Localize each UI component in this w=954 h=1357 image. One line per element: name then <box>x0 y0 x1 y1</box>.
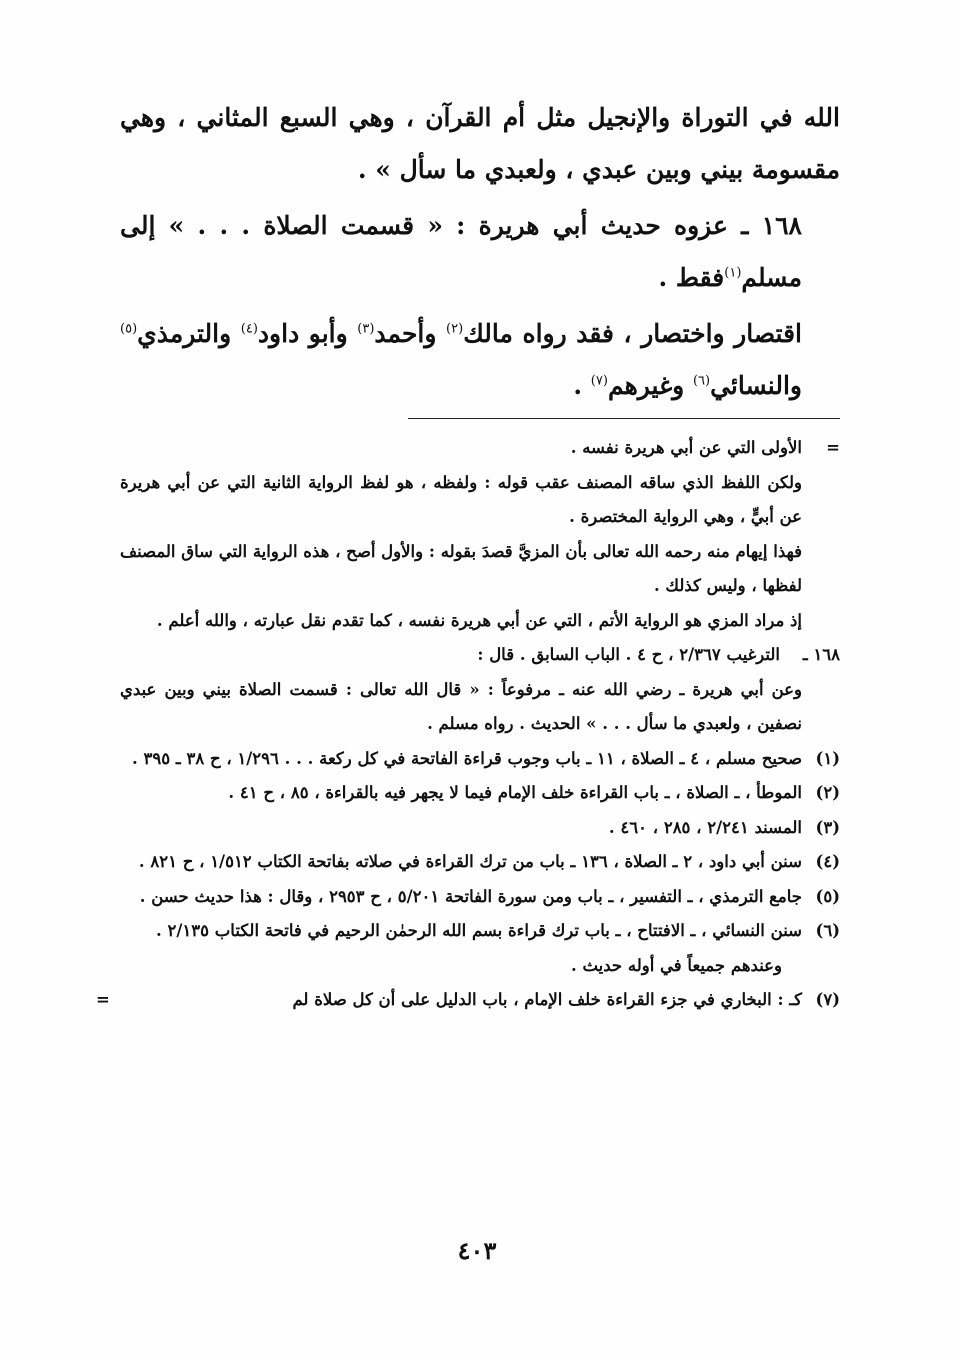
page-body <box>96 92 840 1018</box>
p3-b: وأحمد <box>374 319 447 348</box>
footnote-7-continues-mark: = <box>96 990 110 1009</box>
note-168-number: ١٦٨ ـ <box>802 645 840 664</box>
continuation-mark: = <box>826 438 840 457</box>
footnote-ref-6: (٦) <box>692 373 711 389</box>
footnote-6-number: (٦) <box>815 921 840 940</box>
p3-c: وأبو داود <box>257 319 358 348</box>
main-text <box>120 92 840 412</box>
p3-e: والنسائي <box>710 371 802 400</box>
note-text-1: ولكن اللفظ الذي ساقه المصنف عقب قوله : ولفظه ، هو لفظ الرواية الثانية التي عن أبي هريرة عن أبيٍّ ، وهي الرواية المختصرة . <box>120 472 802 526</box>
footnote-2 <box>120 776 840 811</box>
footnote-ref-1: (١) <box>724 265 742 281</box>
note-text-0: الأولى التي عن أبي هريرة نفسه . <box>570 438 802 457</box>
footnote-6-extra <box>120 949 840 984</box>
footnote-6 <box>120 914 840 949</box>
footnote-3-number: (٣) <box>815 817 840 837</box>
footnote-4-number: (٤) <box>815 852 840 871</box>
footnote-5-number: (٥) <box>815 886 840 906</box>
note-168 <box>120 638 840 673</box>
main-paragraph-1: الله في التوراة والإنجيل مثل أم القرآن ، وهي السبع المثاني ، وهي مقسومة بيني وبين عبدي ، ولعبدي ما سأل » . <box>120 103 840 184</box>
footnote-6-text: سنن النسائي ، ـ الافتتاح ، ـ باب ترك قراءة بسم الله الرحمٰن الرحيم في فاتحة الكتاب ٢/١٣٥ . <box>156 921 802 940</box>
footnote-5-text: جامع الترمذي ، ـ التفسير ، ـ باب ومن سورة الفاتحة ٥/٢٠١ ، ح ٢٩٥٣ ، وقال : هذا حديث حسن . <box>139 886 802 906</box>
p2-tail: فقط . <box>658 263 725 292</box>
note-para-3 <box>120 604 840 639</box>
footnote-ref-4: (٤) <box>240 321 258 337</box>
footnotes <box>96 431 840 1018</box>
footnote-ref-2: (٢) <box>446 321 464 337</box>
footnote-3 <box>120 811 840 846</box>
page-number: ٤٠٣ <box>457 1236 497 1265</box>
footnote-2-text: الموطأ ، ـ الصلاة ، ـ باب القراءة خلف الإمام فيما لا يجهر فيه بالقراءة ، ٨٥ ، ح ٤١ . <box>228 783 802 802</box>
footnote-4 <box>120 845 840 880</box>
footnote-ref-3: (٣) <box>357 321 375 337</box>
note-text-3: إذ مراد المزي هو الرواية الأتم ، التي عن أبي هريرة نفسه ، كما تقدم نقل عبارته ، والله أعلم . <box>156 610 802 630</box>
note-para-2 <box>120 535 840 604</box>
note-text-2: فهذا إيهام منه رحمه الله تعالى بأن المزيَّ قصدَ بقوله : والأول أصح ، هذه الرواية التي ساق المصنف لفظها ، وليس كذلك . <box>120 541 802 595</box>
p2-text: ١٦٨ ـ عزوه حديث أبي هريرة : « قسمت الصلاة . . . » إلى مسلم <box>120 211 802 292</box>
footnote-1 <box>120 742 840 777</box>
footnote-2-number: (٢) <box>815 783 840 802</box>
note-168-quote-text: وعن أبي هريرة ـ رضي الله عنه ـ مرفوعاً : « قال الله تعالى : قسمت الصلاة بيني وبين عبدي نصفين ، ولعبدي ما سأل . . . » الحديث . رواه مسلم . <box>120 679 802 733</box>
footnote-7-number: (٧) <box>815 990 840 1009</box>
main-paragraph-168 <box>120 200 840 304</box>
footnote-1-number: (١) <box>815 748 840 768</box>
note-continuation <box>120 431 840 466</box>
footnote-6-extra-text: وعندهم جميعاً في أوله حديث . <box>570 955 782 975</box>
footnote-4-text: سنن أبي داود ، ٢ ـ الصلاة ، ١٣٦ ـ باب من ترك القراءة في صلاته بفاتحة الكتاب ١/٥١٢ ، ح ٨٢١ . <box>138 852 802 871</box>
note-168-quote <box>120 673 840 742</box>
footnote-1-text: صحيح مسلم ، ٤ ـ الصلاة ، ١١ ـ باب وجوب قراءة الفاتحة في كل ركعة . . . ١/٢٩٦ ، ح ٣٨ ـ ٣٩٥ . <box>132 748 802 768</box>
footnote-ref-5: (٥) <box>120 321 138 337</box>
footnote-7 <box>96 983 840 1018</box>
p3-g: . <box>573 371 591 400</box>
footnote-ref-7: (٧) <box>590 373 608 389</box>
footnote-7-text: كـ : البخاري في جزء القراءة خلف الإمام ، باب الدليل على أن كل صلاة لم <box>292 990 802 1009</box>
note-168-text: الترغيب ٢/٣٦٧ ، ح ٤ . الباب السابق . قال : <box>477 645 780 664</box>
footnote-5 <box>120 880 840 915</box>
p3-a: اقتصار واختصار ، فقد رواه مالك <box>463 319 802 348</box>
p3-d: والترمذي <box>137 319 241 348</box>
p3-f: وغيرهم <box>607 371 693 400</box>
footnote-divider <box>408 418 840 419</box>
note-para-1 <box>120 466 840 535</box>
footnote-3-text: المسند ٢/٢٤١ ، ٢٨٥ ، ٤٦٠ . <box>608 817 802 837</box>
main-paragraph-3 <box>120 308 840 412</box>
